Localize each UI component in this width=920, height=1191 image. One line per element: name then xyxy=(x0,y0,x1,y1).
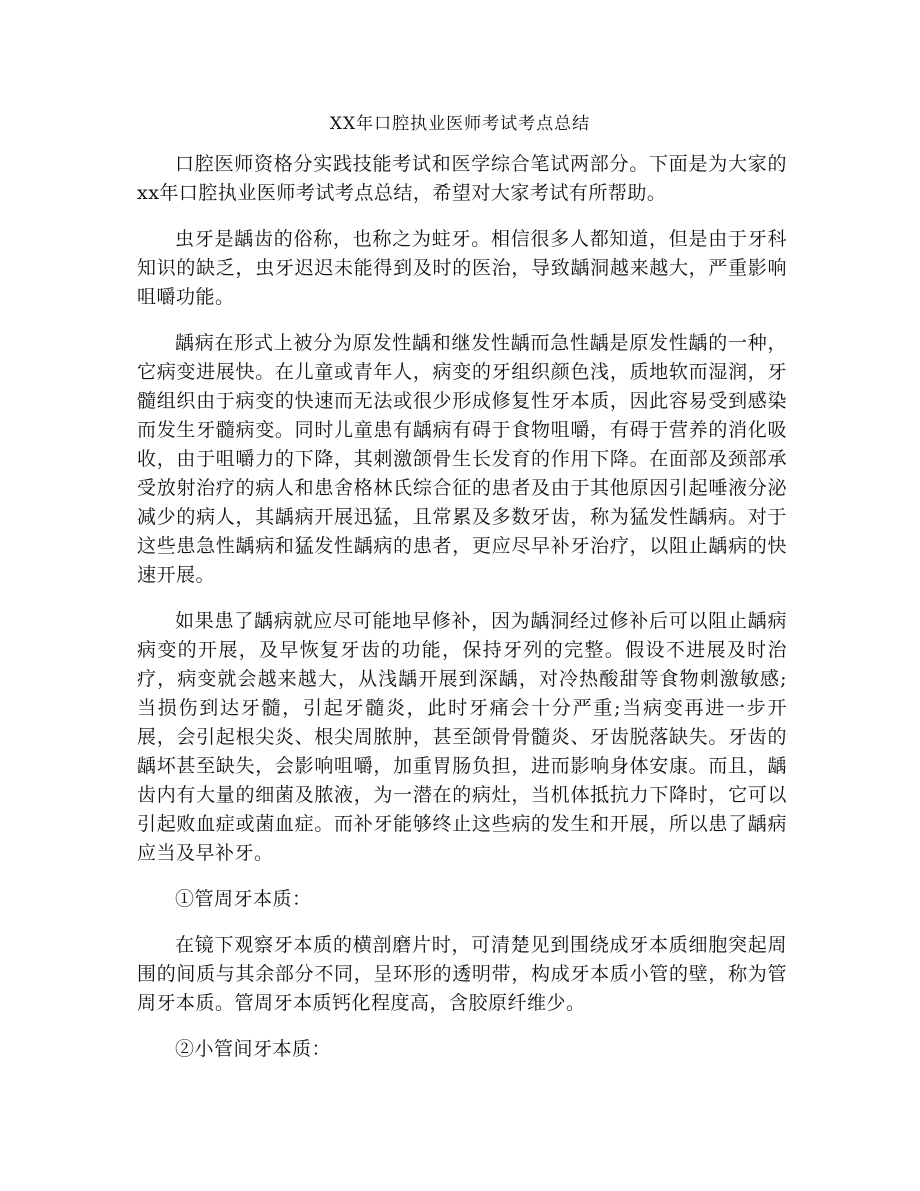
section-heading-intertubular-dentin: ②小管间牙本质： xyxy=(175,1038,332,1060)
paragraph-cavity-definition: 虫牙是龋齿的俗称，也称之为蛀牙。相信很多人都知道，但是由于牙科知识的缺乏，虫牙迟迟未能得到及时的医治，导致龋洞越来越大，严重影响咀嚼功能。 xyxy=(137,228,787,308)
document-title: XX年口腔执业医师考试考点总结 xyxy=(329,114,591,134)
paragraph-caries-types: 龋病在形式上被分为原发性龋和继发性龋而急性龋是原发性龋的一种，它病变进展快。在儿童或青年人，病变的牙组织颜色浅，质地软而湿润，牙髓组织由于病变的快速而无法或很少形成修复性牙本质，因此容易受到感染而发生牙髓病变。同时儿童患有龋病有碍于食物咀嚼，有碍于营养的消化吸收，由于咀嚼力的下降，其刺激颌骨生长发育的作用下降。在面部及颈部承受放射治疗的病人和患舍格林氏综合征的患者及由于其他原因引起唾液分泌减少的病人，其龋病开展迅猛，且常累及多数牙齿，称为猛发性龋病。对于这些患急性龋病和猛发性龋病的患者，更应尽早补牙治疗，以阻止龋病的快速开展。 xyxy=(137,332,787,586)
paragraph-early-repair: 如果患了龋病就应尽可能地早修补，因为龋洞经过修补后可以阻止龋病病变的开展，及早恢复牙齿的功能，保持牙列的完整。假设不进展及时治疗，病变就会越来越大，从浅龋开展到深龋，对冷热酸甜等食物刺激敏感;当损伤到达牙髓，引起牙髓炎，此时牙痛会十分严重;当病变再进一步开展，会引起根尖炎、根尖周脓肿，甚至颌骨骨髓炎、牙齿脱落缺失。牙齿的龋坏甚至缺失，会影响咀嚼，加重胃肠负担，进而影响身体安康。而且，龋齿内有大量的细菌及脓液，为一潜在的病灶，当机体抵抗力下降时，它可以引起败血症或菌血症。而补牙能够终止这些病的发生和开展，所以患了龋病应当及早补牙。 xyxy=(137,610,787,864)
paragraph-intro: 口腔医师资格分实践技能考试和医学综合笔试两部分。下面是为大家的xx年口腔执业医师考试考点总结，希望对大家考试有所帮助。 xyxy=(137,153,787,204)
paragraph-peritubular-dentin: 在镜下观察牙本质的横剖磨片时，可清楚见到围绕成牙本质细胞突起周围的间质与其余部分不同，呈环形的透明带，构成牙本质小管的壁，称为管周牙本质。管周牙本质钙化程度高，含胶原纤维少。 xyxy=(137,934,787,1014)
document-body xyxy=(137,150,787,1081)
section-heading-peritubular-dentin: ①管周牙本质： xyxy=(175,888,312,910)
